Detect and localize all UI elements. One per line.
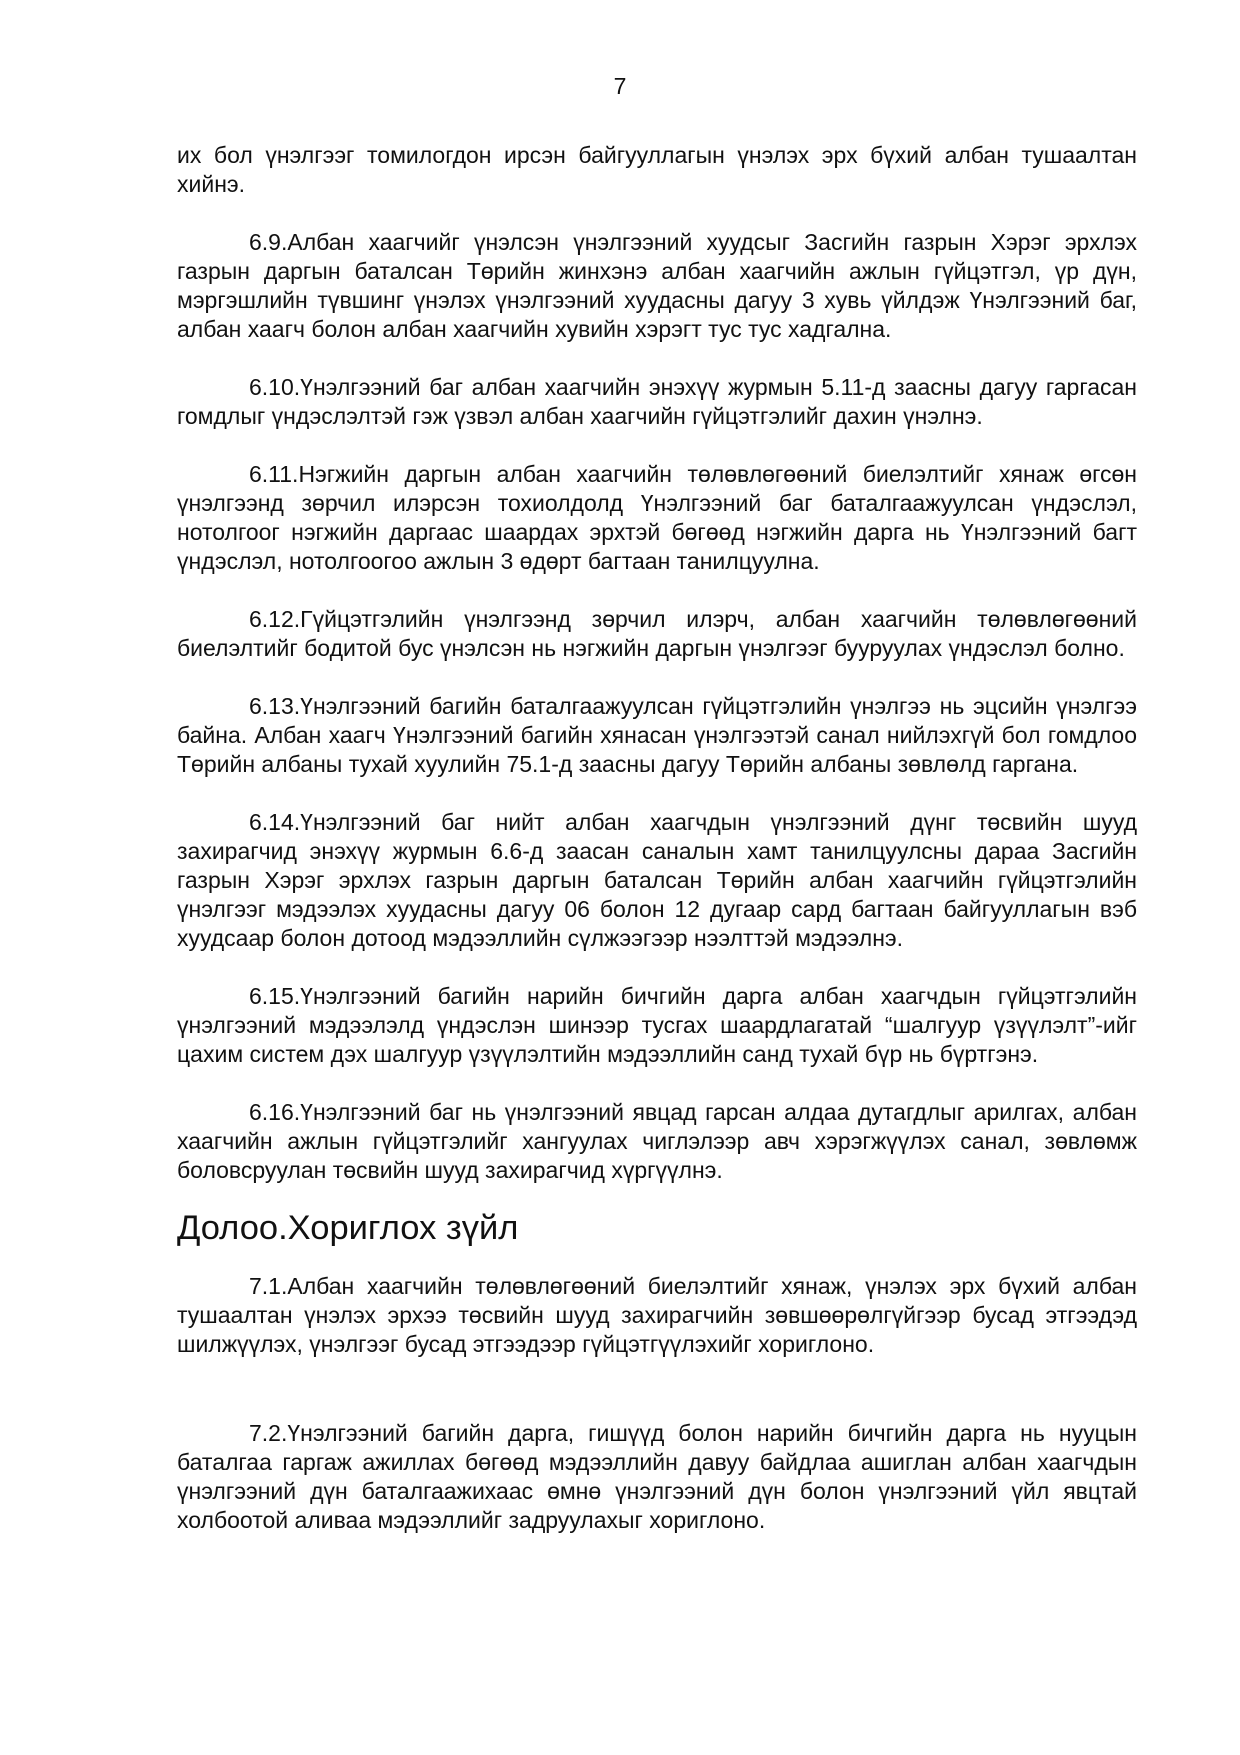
page-number: 7 (613, 73, 627, 99)
paragraph-6-14: 6.14.Үнэлгээний баг нийт албан хаагчдын үнэлгээний дүнг төсвийн шууд захирагчид энэхүү журмын 6.6-д заасан саналын хамт танилцуулсны дараа Засгийн газрын Хэрэг эрхлэх газрын даргын баталсан Төрийн албан хаагчийн гүйцэтгэлийн үнэлгээг мэдээлэх хуудасны дагуу 06 болон 12 дугаар сард багтаан байгууллагын вэб хуудсаар болон дотоод мэдээллийн сүлжээгээр нээлттэй мэдээлнэ. (177, 809, 1137, 951)
paragraph-7-1: 7.1.Албан хаагчийн төлөвлөгөөний биелэлтийг хянаж, үнэлэх эрх бүхий албан тушаалтан үнэлэх эрхээ төсвийн шууд захирагчийн зөвшөөрөлгүйгээр бусад этгээдэд шилжүүлэх, үнэлгээг бусад этгээдээр гүйцэтгүүлэхийг хориглоно. (177, 1273, 1137, 1357)
paragraph-6-16: 6.16.Үнэлгээний баг нь үнэлгээний явцад гарсан алдаа дутагдлыг арилгах, албан хаагчийн ажлын гүйцэтгэлийг хангуулах чиглэлээр авч хэрэгжүүлэх санал, зөвлөмж боловсруулан төсвийн шууд захирагчид хүргүүлнэ. (177, 1099, 1137, 1183)
paragraph-6-11: 6.11.Нэгжийн даргын албан хаагчийн төлөвлөгөөний биелэлтийг хянаж өгсөн үнэлгээнд зөрчил илэрсэн тохиолдолд Үнэлгээний баг баталгаажуулсан үндэслэл, нотолгоог нэгжийн даргаас шаардах эрхтэй бөгөөд нэгжийн дарга нь Үнэлгээний багт үндэслэл, нотолгоогоо ажлын 3 өдөрт багтаан танилцуулна. (177, 461, 1137, 574)
section-heading: Долоо.Хориглох зүйл (177, 1209, 519, 1247)
paragraph-7-2: 7.2.Үнэлгээний багийн дарга, гишүүд болон нарийн бичгийн дарга нь нууцын баталгаа гаргаж ажиллах бөгөөд мэдээллийн давуу байдлаа ашиглан албан хаагчдын үнэлгээний дүн баталгаажихаас өмнө үнэлгээний дүн болон үнэлгээний үйл явцтай холбоотой аливаа мэдээллийг задруулахыг хориглоно. (177, 1420, 1137, 1533)
paragraph-6-10: 6.10.Үнэлгээний баг албан хаагчийн энэхүү журмын 5.11-д заасны дагуу гаргасан гомдлыг үндэслэлтэй гэж үзвэл албан хаагчийн гүйцэтгэлийг дахин үнэлнэ. (177, 374, 1137, 429)
paragraph-6-12: 6.12.Гүйцэтгэлийн үнэлгээнд зөрчил илэрч, албан хаагчийн төлөвлөгөөний биелэлтийг бодитой бус үнэлсэн нь нэгжийн даргын үнэлгээг бууруулах үндэслэл болно. (177, 606, 1137, 661)
paragraph-6-15: 6.15.Үнэлгээний багийн нарийн бичгийн дарга албан хаагчдын гүйцэтгэлийн үнэлгээний мэдээлэлд үндэслэн шинээр тусгах шаардлагатай “шалгуур үзүүлэлт”-ийг цахим систем дэх шалгуур үзүүлэлтийн мэдээллийн санд тухай бүр нь бүртгэнэ. (177, 983, 1137, 1067)
document-body (177, 141, 1137, 1535)
paragraph-continuation: их бол үнэлгээг томилогдон ирсэн байгууллагын үнэлэх эрх бүхий албан тушаалтан хийнэ. (177, 142, 1137, 197)
paragraph-6-13: 6.13.Үнэлгээний багийн баталгаажуулсан гүйцэтгэлийн үнэлгээ нь эцсийн үнэлгээ байна. Албан хаагч Үнэлгээний багийн хянасан үнэлгээтэй санал нийлэхгүй бол гомдлоо Төрийн албаны тухай хуулийн 75.1-д заасны дагуу Төрийн албаны зөвлөлд гаргана. (177, 693, 1137, 777)
paragraph-6-9: 6.9.Албан хаагчийг үнэлсэн үнэлгээний хуудсыг Засгийн газрын Хэрэг эрхлэх газрын даргын баталсан Төрийн жинхэнэ албан хаагчийн ажлын гүйцэтгэл, үр дүн, мэргэшлийн түвшинг үнэлэх үнэлгээний хуудасны дагуу 3 хувь үйлдэж Үнэлгээний баг, албан хаагч болон албан хаагчийн хувийн хэрэгт тус тус хадгална. (177, 229, 1137, 342)
